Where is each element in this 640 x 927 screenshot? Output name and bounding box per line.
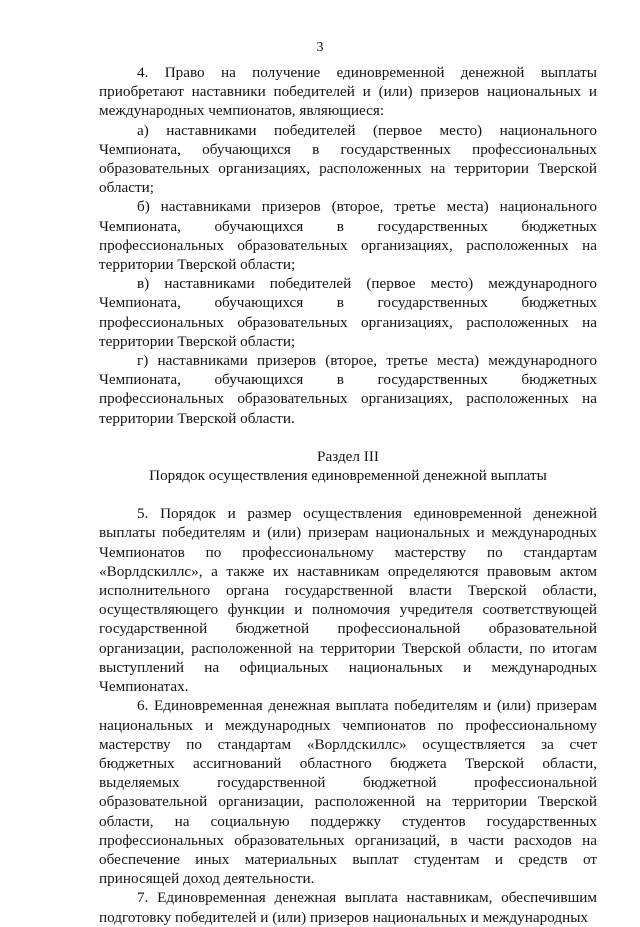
paragraph-7: 7. Единовременная денежная выплата наставникам, обеспечившим подготовку победителей и (или) призеров национальных и международных [99,889,597,926]
paragraph-4a: а) наставниками победителей (первое место) национального Чемпионата, обучающихся в государственных профессиональных образовательных организациях, расположенных на территории Тверской области; [99,121,597,197]
document-body [99,63,597,927]
paragraph-4b: б) наставниками призеров (второе, третье места) национального Чемпионата, обучающихся в государственных бюджетных профессиональных образовательных организациях, расположенных на территории Тверской области; [99,198,597,274]
paragraph-5: 5. Порядок и размер осуществления единовременной денежной выплаты победителям и (или) призерам национальных и международных Чемпионатов по профессиональному мастерству по стандартам «Ворлдскиллс», а также их наставникам определяются правовым актом исполнительного органа государственной власти Тверской области, осуществляющего функции и полномочия учредителя соответствующей государственной бюджетной профессиональной образовательной организации, расположенной на территории Тверской области, по итогам выступлений на официальных национальных и международных Чемпионатах. [99,505,597,696]
paragraph-4: 4. Право на получение единовременной денежной выплаты приобретают наставники победителей и (или) призеров национальных и международных чемпионатов, являющиеся: [99,64,597,120]
paragraph-4d: г) наставниками призеров (второе, третье места) международного Чемпионата, обучающихся в государственных бюджетных профессиональных образовательных организациях, расположенных на территории Тверской области. [99,352,597,427]
section-spacer [99,485,597,504]
paragraph-4c: в) наставниками победителей (первое место) международного Чемпионата, обучающихся в государственных бюджетных профессиональных образовательных организациях, расположенных на территории Тверской области; [99,275,597,350]
page-number: 3 [316,40,324,55]
paragraph-6: 6. Единовременная денежная выплата победителям и (или) призерам национальных и международных чемпионатов по профессиональному мастерству по стандартам «Ворлдскиллс» осуществляется за счет бюджетных ассигнований областного бюджета Тверской области, выделяемых государственной бюджетной профессиональной образовательной организации, расположенной на территории Тверской области, на социальную поддержку студентов государственных профессиональных образовательных организаций, в части расходов на обеспечение иных материальных выплат студентам и средств от приносящей доход деятельности. [99,697,597,888]
section-title: Порядок осуществления единовременной денежной выплаты [149,467,547,485]
section-number: Раздел III [317,447,379,465]
